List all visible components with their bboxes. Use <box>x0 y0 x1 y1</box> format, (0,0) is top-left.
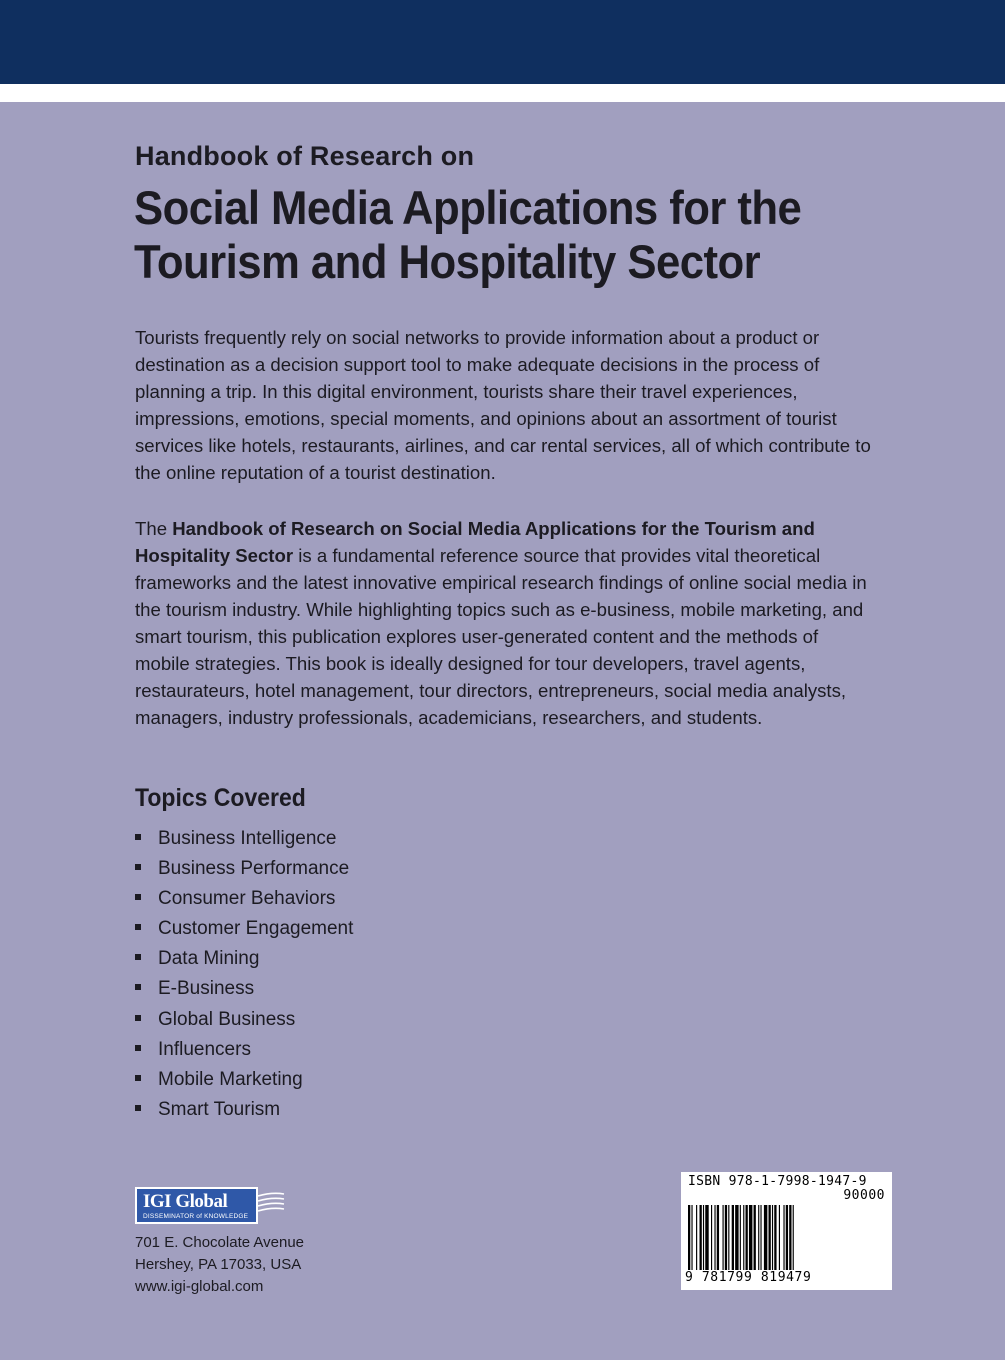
barcode-bar <box>688 1205 690 1275</box>
barcode-bar <box>735 1205 738 1275</box>
topic-item <box>135 826 353 856</box>
square-bullet-icon <box>135 864 141 870</box>
topic-item <box>135 856 353 886</box>
barcode-bars <box>686 1205 887 1275</box>
barcode-bar <box>740 1205 741 1275</box>
barcode-bar <box>783 1205 784 1275</box>
publisher-address <box>135 1232 304 1298</box>
series-title: Handbook of Research on <box>135 141 475 171</box>
barcode-bar <box>714 1205 715 1275</box>
barcode-bar <box>793 1205 794 1275</box>
address-city: Hershey, PA 17033, USA <box>135 1256 302 1273</box>
barcode-bar <box>711 1205 712 1275</box>
paragraph-body: is a fundamental reference source that provides vital theoretical frameworks and the latest innovative empirical research findings of online social media in the tourism industry. While highlighting topics such as e-business, mobile marketing, and smart tourism, this publication explores user-generated content and the methods of mobile strategies. This book is ideally designed for tour developers, travel agents, restaurateurs, hotel management, tour directors, entrepreneurs, social media analysts, managers, industry professionals, academicians, researchers, and students. <box>135 545 867 728</box>
topic-item <box>135 1067 353 1097</box>
square-bullet-icon <box>135 984 141 990</box>
barcode-bar <box>696 1205 697 1275</box>
barcode-bar <box>774 1205 776 1275</box>
barcode-bar <box>703 1205 704 1275</box>
topic-item <box>135 1097 353 1127</box>
barcode-bar <box>700 1205 702 1275</box>
barcode-bar <box>779 1205 780 1275</box>
barcode-bar <box>728 1205 729 1275</box>
square-bullet-icon <box>135 1075 141 1081</box>
topic-item <box>135 886 353 916</box>
book-title-bold: Handbook of Research on Social Media Applications for the Tourism and Hospitality Sector <box>135 518 815 566</box>
topic-item <box>135 1007 353 1037</box>
topics-heading: Topics Covered <box>135 784 306 812</box>
barcode-bar <box>743 1205 744 1275</box>
book-title <box>134 181 915 289</box>
logo-tagline: DISSEMINATOR of KNOWLEDGE <box>143 1213 249 1220</box>
barcode-bar <box>746 1205 748 1275</box>
barcode-bar <box>725 1205 727 1275</box>
topic-label: Global Business <box>158 1008 296 1030</box>
square-bullet-icon <box>135 1045 141 1051</box>
topic-label: Consumer Behaviors <box>158 888 336 910</box>
barcode-bar <box>772 1205 773 1275</box>
top-color-band <box>0 0 1005 84</box>
book-title-line-1: Social Media Applications for the <box>134 181 802 234</box>
square-bullet-icon <box>135 954 141 960</box>
topic-item <box>135 1037 353 1067</box>
barcode-bar <box>749 1205 752 1275</box>
barcode-bar <box>717 1205 719 1275</box>
publisher-website: www.igi-global.com <box>135 1278 264 1295</box>
barcode-bar <box>769 1205 771 1275</box>
square-bullet-icon <box>135 894 141 900</box>
square-bullet-icon <box>135 834 141 840</box>
barcode-bar <box>705 1205 708 1275</box>
square-bullet-icon <box>135 1015 141 1021</box>
barcode-bar <box>760 1205 761 1275</box>
book-title-line-2: Tourism and Hospitality Sector <box>134 235 761 288</box>
barcode-digits: 9 781799 819479 <box>685 1270 812 1285</box>
barcode-bar <box>758 1205 759 1275</box>
logo-name: IGI Global <box>143 1191 228 1212</box>
barcode-bar <box>754 1205 756 1275</box>
barcode-bar <box>732 1205 734 1275</box>
topic-label: Influencers <box>158 1038 251 1060</box>
barcode-bar <box>786 1205 788 1275</box>
topic-label: E-Business <box>158 978 255 1000</box>
topic-item <box>135 916 353 946</box>
barcode-bar <box>691 1205 692 1275</box>
topic-label: Smart Tourism <box>158 1098 281 1120</box>
topic-label: Business Performance <box>158 858 350 880</box>
topics-list <box>135 826 353 1127</box>
barcode-bar <box>764 1205 767 1275</box>
description-paragraph-1: Tourists frequently rely on social networks to provide information about a product or destination as a decision support tool to make adequate decisions in the process of planning a trip. In this digital environment, tourists share their travel experiences, impressions, emotions, special moments, and opinions about an assortment of tourist services like hotels, restaurants, airlines, and car rental services, all of which contribute to the online reputation of a tourist destination. <box>135 327 871 483</box>
address-street: 701 E. Chocolate Avenue <box>135 1234 305 1251</box>
isbn-barcode <box>681 1172 892 1290</box>
topic-label: Mobile Marketing <box>158 1068 303 1090</box>
barcode-bar <box>723 1205 724 1275</box>
logo-swoosh-icon <box>256 1190 286 1220</box>
price-addon-code: 90000 <box>843 1188 885 1203</box>
topic-label: Data Mining <box>158 948 260 970</box>
topic-label: Business Intelligence <box>158 828 337 849</box>
topic-item <box>135 946 353 976</box>
description-paragraph-2 <box>135 515 875 731</box>
topic-label: Customer Engagement <box>158 918 354 940</box>
barcode-bar <box>789 1205 791 1275</box>
topic-item <box>135 976 353 1006</box>
igi-global-logo <box>135 1187 258 1224</box>
isbn-label: ISBN 978-1-7998-1947-9 <box>688 1174 867 1189</box>
square-bullet-icon <box>135 924 141 930</box>
square-bullet-icon <box>135 1105 141 1111</box>
paragraph-lead: The <box>135 518 173 539</box>
